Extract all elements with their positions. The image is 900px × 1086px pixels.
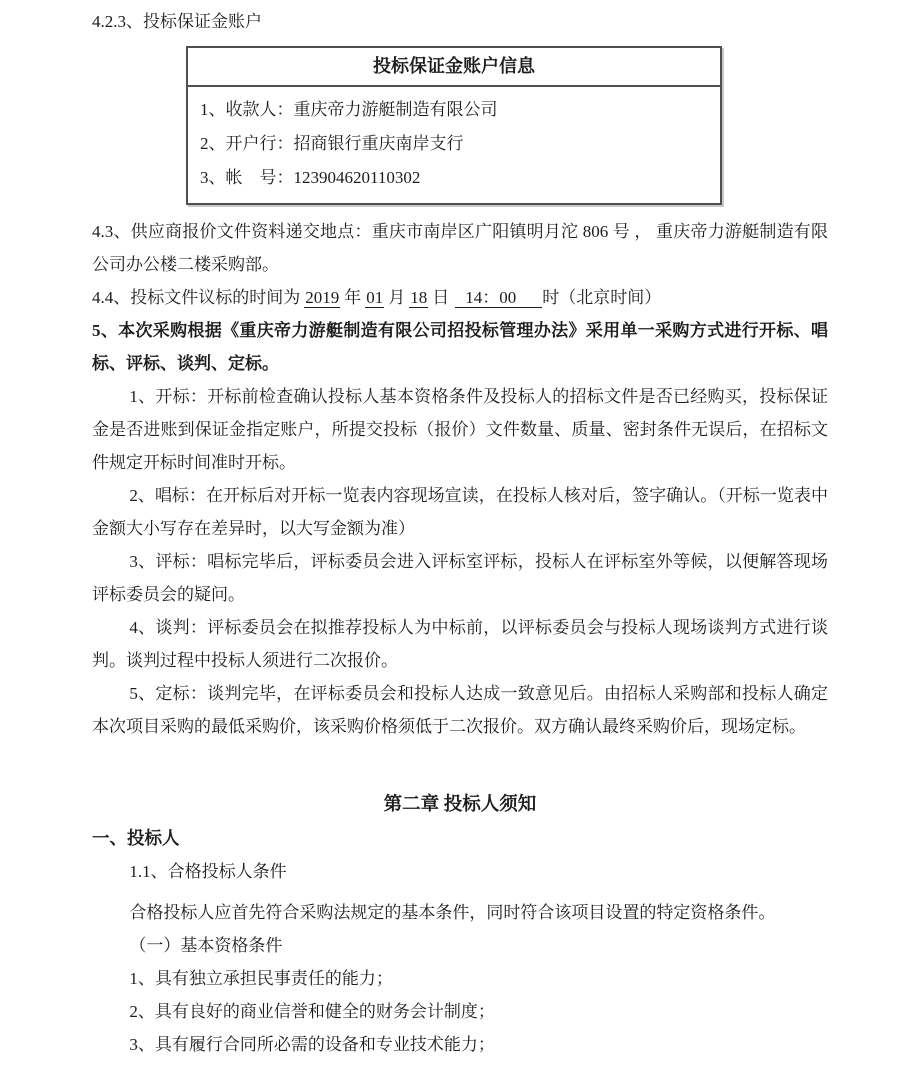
- heading-basic-qualifications: （一）基本资格条件: [129, 936, 283, 955]
- table-row-bank: 2、开户行：招商银行重庆南岸支行: [200, 134, 464, 153]
- bid-time-suffix: 时（北京时间）: [542, 288, 662, 307]
- bid-time-value: 14：00: [455, 288, 542, 308]
- deposit-table-body: [188, 87, 720, 203]
- procedure-step-negotiation: 4、谈判：评标委员会在拟推荐投标人为中标前，以评标委员会与投标人现场谈判方式进行谈判。谈判过程中投标人须进行二次报价。: [92, 618, 828, 670]
- table-row-payee: 1、收款人：重庆帝力游艇制造有限公司: [200, 100, 498, 119]
- para-4-3-delivery-address: 4.3、供应商报价文件资料递交地点：重庆市南岸区广阳镇明月沱 806 号 ， 重庆帝力游艇制造有限公司办公楼二楼采购部。: [92, 222, 828, 274]
- bid-month-unit: 月: [388, 288, 406, 307]
- bid-year-value: 2019: [305, 288, 340, 307]
- bid-day-value: 18: [410, 288, 428, 307]
- procedure-step-evaluation: 3、评标：唱标完毕后，评标委员会进入评标室评标，投标人在评标室外等候，以便解答现场评标委员会的疑问。: [92, 552, 828, 604]
- basic-requirement-item-1: 1、具有独立承担民事责任的能力；: [129, 969, 393, 988]
- bid-time-prefix: 4.4、投标文件议标的时间为: [92, 288, 301, 307]
- para-5-procurement-method: 5、本次采购根据《重庆帝力游艇制造有限公司招投标管理办法》采用单一采购方式进行开标、唱标、评标、谈判、定标。: [92, 321, 828, 373]
- line-4-4-bid-time: [92, 281, 828, 314]
- section-4-2-3-heading: 4.2.3、投标保证金账户: [92, 12, 262, 31]
- procedure-step-opening: 1、开标：开标前检查确认投标人基本资格条件及投标人的招标文件是否已经购买，投标保证金是否进账到保证金指定账户，所提交投标（报价）文件数量、质量、密封条件无误后，在招标文件规定开标时间准时开标。: [92, 387, 828, 472]
- deposit-account-table: [186, 46, 722, 205]
- basic-requirement-item-2: 2、具有良好的商业信誉和健全的财务会计制度；: [129, 1002, 495, 1021]
- bid-year-unit: 年: [344, 288, 362, 307]
- subsection-1-1-heading: 1.1、合格投标人条件: [129, 862, 287, 881]
- section-heading-bidders: 一、投标人: [92, 828, 180, 848]
- chapter-2-title: 第二章 投标人须知: [383, 795, 537, 815]
- bid-month-value: 01: [366, 288, 384, 307]
- procedure-step-award: 5、定标：谈判完毕，在评标委员会和投标人达成一致意见后。由招标人采购部和投标人确定本次项目采购的最低采购价，该采购价格须低于二次报价。双方确认最终采购价后，现场定标。: [92, 684, 828, 736]
- bid-day-unit: 日: [432, 288, 450, 307]
- table-row-account-number: 3、帐 号：123904620110302: [200, 168, 421, 187]
- para-eligibility-intro: 合格投标人应首先符合采购法规定的基本条件，同时符合该项目设置的特定资格条件。: [129, 903, 776, 922]
- procedure-step-announcing: 2、唱标：在开标后对开标一览表内容现场宣读，在投标人核对后，签字确认。（开标一览表中金额大小写存在差异时，以大写金额为准）: [92, 486, 828, 538]
- basic-requirement-item-3: 3、具有履行合同所必需的设备和专业技术能力；: [129, 1035, 495, 1054]
- deposit-table-header: 投标保证金账户信息: [188, 48, 720, 87]
